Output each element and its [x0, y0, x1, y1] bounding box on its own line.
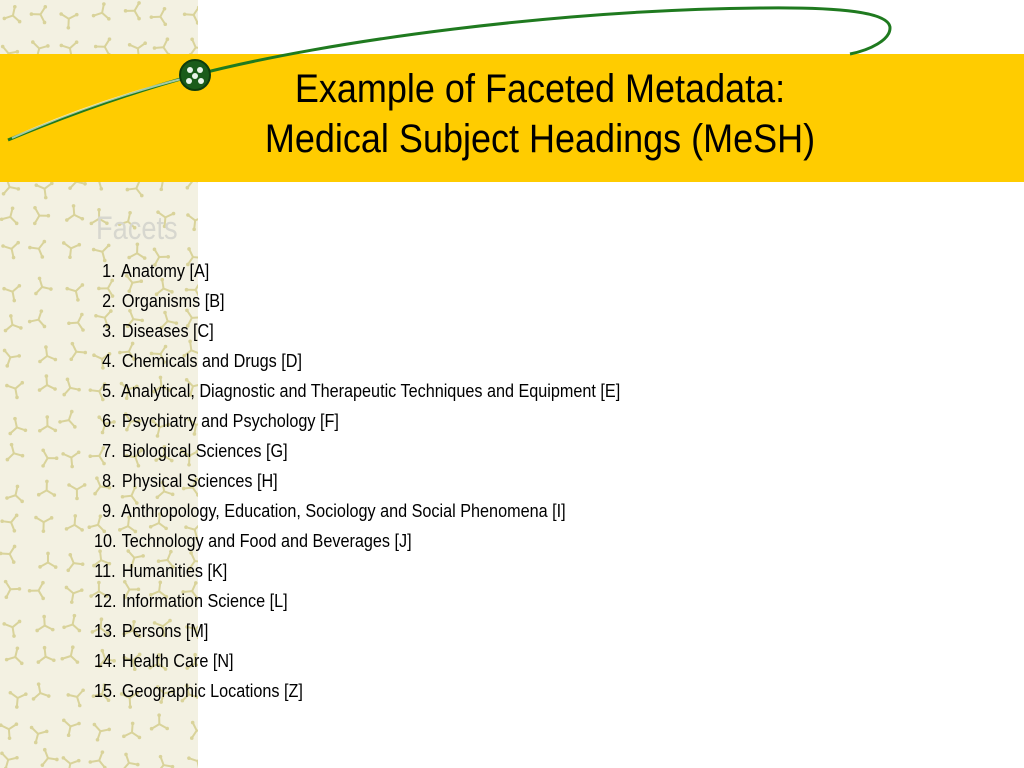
pattern-molecule: [66, 688, 84, 707]
slide-title-line-1: Example of Faceted Metadata:: [294, 67, 786, 111]
facet-label: Diseases [C]: [121, 321, 214, 341]
facet-label: Psychiatry and Psychology [F]: [121, 411, 339, 431]
pattern-molecule: [37, 646, 56, 664]
facet-label: Organisms [B]: [121, 291, 225, 311]
pattern-molecule: [2, 284, 21, 302]
list-item: [94, 258, 620, 288]
pattern-molecule: [0, 752, 19, 768]
facet-number: 3.: [102, 321, 116, 341]
facet-number: 6.: [102, 411, 116, 431]
pattern-molecule: [65, 514, 84, 532]
pattern-molecule: [65, 204, 84, 222]
pattern-molecule: [67, 313, 85, 332]
pattern-molecule: [5, 485, 24, 503]
facet-number: 9.: [102, 501, 116, 521]
list-item: [94, 468, 620, 498]
pattern-molecule: [0, 514, 18, 533]
list-item: [94, 438, 620, 468]
list-item: [94, 648, 620, 678]
facet-label: Health Care [N]: [121, 651, 234, 671]
pattern-molecule: [33, 206, 50, 225]
pattern-molecule: [65, 586, 84, 604]
list-item: [94, 528, 620, 558]
facet-number: 10.: [94, 531, 117, 551]
facet-label: Humanities [K]: [121, 561, 228, 581]
facet-label: Analytical, Diagnostic and Therapeutic Techniques and Equipment [E]: [121, 381, 621, 401]
pattern-molecule: [62, 719, 81, 737]
pattern-molecule: [38, 552, 57, 569]
pattern-molecule: [4, 314, 23, 332]
list-item: [94, 348, 620, 378]
facet-number: 4.: [102, 351, 116, 371]
pattern-molecule: [8, 417, 27, 435]
list-item: [94, 678, 620, 708]
facet-number: 5.: [102, 381, 116, 401]
molecule-ball-icon: [180, 60, 210, 90]
pattern-molecule: [5, 646, 24, 665]
facet-label: Technology and Food and Beverages [J]: [121, 531, 412, 551]
facet-label: Anthropology, Education, Sociology and Social Phenomena [I]: [121, 501, 566, 521]
pattern-molecule: [62, 241, 81, 259]
facet-number: 14.: [94, 651, 117, 671]
pattern-molecule: [67, 483, 86, 500]
pattern-molecule: [190, 721, 198, 740]
pattern-molecule: [28, 581, 45, 600]
facet-number: 12.: [94, 591, 117, 611]
facet-number: 13.: [94, 621, 117, 641]
pattern-molecule: [34, 516, 53, 533]
pattern-molecule: [0, 545, 16, 564]
facet-number: 1.: [102, 261, 116, 281]
pattern-molecule: [121, 753, 139, 768]
facet-label: Chemicals and Drugs [D]: [121, 351, 302, 371]
slide-title: [234, 64, 846, 164]
pattern-molecule: [0, 722, 18, 740]
facet-label: Anatomy [A]: [121, 261, 210, 281]
facet-number: 7.: [102, 441, 116, 461]
list-item: [94, 318, 620, 348]
facet-label: Biological Sciences [G]: [121, 441, 288, 461]
pattern-molecule: [150, 713, 169, 730]
pattern-molecule: [69, 342, 87, 361]
pattern-molecule: [34, 277, 53, 296]
facet-number: 11.: [94, 561, 116, 581]
pattern-molecule: [32, 682, 51, 700]
facet-label: Geographic Locations [Z]: [121, 681, 303, 701]
facet-list: [94, 258, 679, 708]
list-item: [94, 498, 620, 528]
facet-label: Persons [M]: [121, 621, 209, 641]
facet-label: Information Science [L]: [121, 591, 288, 611]
pattern-molecule: [38, 374, 57, 392]
list-item: [94, 558, 620, 588]
facet-number: 8.: [102, 471, 116, 491]
pattern-molecule: [35, 615, 54, 632]
pattern-molecule: [38, 345, 57, 363]
slide-title-line-2: Medical Subject Headings (MeSH): [264, 117, 816, 161]
pattern-molecule: [62, 756, 81, 768]
pattern-molecule: [28, 309, 46, 328]
pattern-molecule: [61, 451, 80, 469]
pattern-molecule: [65, 283, 84, 302]
pattern-molecule: [89, 750, 107, 768]
list-item: [94, 408, 620, 438]
pattern-molecule: [9, 691, 28, 709]
pattern-molecule: [37, 480, 56, 497]
facet-label: Physical Sciences [H]: [121, 471, 278, 491]
pattern-molecule: [38, 415, 57, 432]
pattern-molecule: [186, 213, 198, 231]
pattern-molecule: [1, 241, 20, 260]
pattern-molecule: [156, 755, 174, 768]
pattern-molecule: [41, 748, 59, 767]
pattern-molecule: [122, 722, 141, 740]
pattern-molecule: [41, 448, 58, 467]
pattern-molecule: [187, 753, 198, 768]
list-item: [94, 378, 620, 408]
facets-heading: Facets: [96, 210, 178, 246]
pattern-molecule: [6, 443, 25, 462]
facet-number: 15.: [94, 681, 117, 701]
pattern-molecule: [58, 410, 76, 429]
pattern-molecule: [93, 723, 111, 742]
facet-number: 2.: [102, 291, 116, 311]
list-item: [94, 618, 620, 648]
pattern-molecule: [62, 614, 81, 632]
pattern-molecule: [5, 381, 24, 399]
pattern-molecule: [60, 645, 79, 664]
pattern-molecule: [2, 620, 21, 638]
pattern-molecule: [28, 240, 46, 259]
list-item: [94, 588, 620, 618]
list-item: [94, 288, 620, 318]
pattern-molecule: [3, 349, 21, 368]
pattern-molecule: [4, 580, 21, 599]
pattern-molecule: [66, 553, 84, 572]
pattern-molecule: [30, 726, 49, 745]
pattern-molecule: [62, 378, 80, 397]
pattern-molecule: [0, 206, 18, 225]
